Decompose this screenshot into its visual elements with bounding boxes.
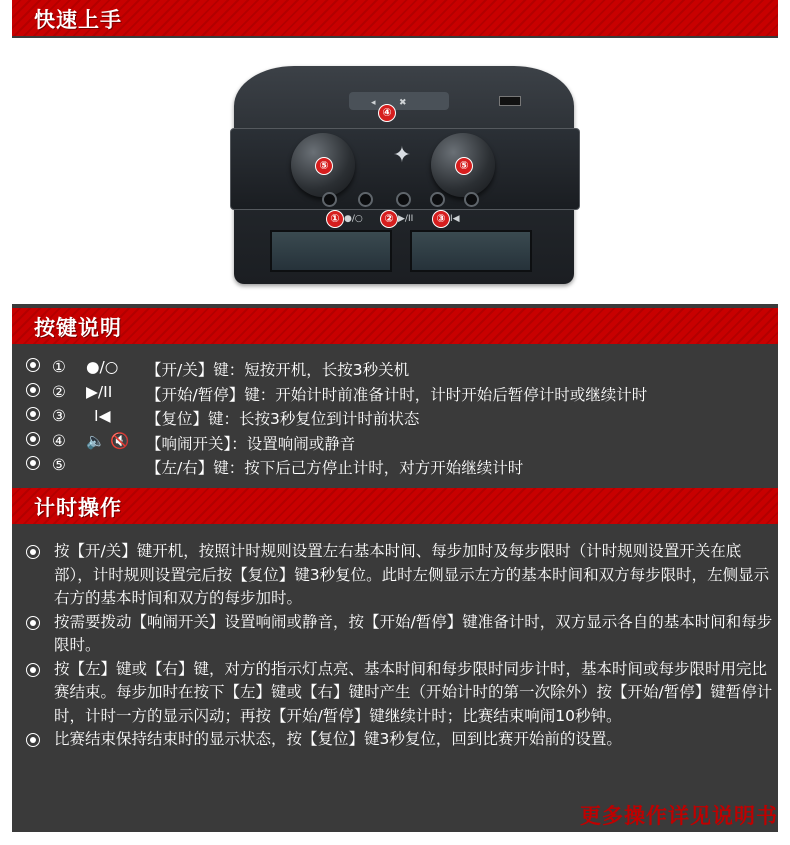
key-number: ② [52, 382, 66, 401]
operation-text: 按【开/关】键开机，按照计时规则设置左右基本时间、每步加时及每步限时（计时规则设置开关在底部），计时规则设置完后按【复位】键3秒复位。此时左侧显示左方的基本时间和双方每步限时，左侧显示右方的基本时间和双方的每步加时。 [54, 542, 770, 607]
indicator-light-right [464, 192, 479, 207]
operation-list [24, 540, 776, 752]
bullet-icon [26, 663, 40, 677]
list-item [24, 658, 776, 729]
mute-icon: ✖ [399, 98, 407, 108]
section-title: 按键说明 [34, 316, 122, 340]
section-title: 快速上手 [34, 8, 122, 32]
key-number: ⑤ [52, 456, 66, 474]
key-number: ① [52, 358, 66, 376]
callout-5-right: ⑤ [455, 157, 473, 175]
key-icon: I◀ [94, 407, 111, 425]
chess-clock-device [234, 66, 574, 284]
product-photo [12, 38, 778, 304]
list-item [24, 540, 776, 611]
eagle-logo-icon: ✦ [392, 143, 412, 168]
reset-button [430, 192, 445, 207]
bullet-icon [26, 545, 40, 559]
bullet-icon [26, 733, 40, 747]
key-text: 【左/右】键：按下后己方停止计时，对方开始继续计时 [146, 459, 524, 477]
start-pause-label: ▶/II [398, 214, 414, 224]
list-item [24, 611, 776, 658]
reset-label: I◀ [450, 214, 460, 224]
bullet-icon [26, 358, 40, 372]
key-number: ③ [52, 407, 66, 425]
callout-5-left: ⑤ [315, 157, 333, 175]
callout-2: ② [380, 210, 398, 228]
key-icon: ●/○ [86, 358, 119, 376]
key-number: ④ [52, 431, 66, 450]
bullet-icon [26, 616, 40, 630]
sound-switch-panel [349, 92, 449, 110]
section-banner-timing-operation [12, 488, 778, 524]
footer-note: 更多操作详见说明书 [580, 804, 778, 828]
bullet-icon [26, 432, 40, 446]
list-item [24, 407, 784, 432]
operation-text: 按需要拨动【响闹开关】设置响闹或静音，按【开始/暂停】键准备计时，双方显示各自的基本时间和每步限时。 [54, 612, 773, 654]
key-text: 【开始/暂停】键：开始计时前准备计时，计时开始后暂停计时或继续计时 [146, 385, 648, 404]
callout-3: ③ [432, 210, 450, 228]
section-banner-key-description [12, 308, 778, 344]
list-item [24, 456, 784, 481]
power-label: ●/○ [344, 214, 363, 224]
bullet-icon [26, 407, 40, 421]
list-item [24, 358, 784, 383]
left-lcd-display [270, 230, 392, 272]
key-text: 【响闹开关】：设置响闹或静音 [146, 434, 356, 453]
list-item [24, 728, 776, 752]
speaker-icon: ◂ [371, 98, 376, 108]
bullet-icon [26, 383, 40, 397]
callout-4: ④ [378, 104, 396, 122]
section-banner-quick-start [12, 0, 778, 36]
key-list [24, 358, 784, 481]
bullet-icon [26, 456, 40, 470]
section-title: 计时操作 [34, 496, 122, 520]
key-text: 【复位】键：长按3秒复位到计时前状态 [146, 410, 420, 428]
operation-text: 比赛结束保持结束时的显示状态，按【复位】键3秒复位，回到比赛开始前的设置。 [54, 730, 622, 748]
key-icon: 🔈 🔇 [86, 431, 130, 450]
key-text: 【开/关】键：短按开机，长按3秒关机 [146, 361, 410, 379]
power-button [358, 192, 373, 207]
list-item [24, 383, 784, 408]
callout-1: ① [326, 210, 344, 228]
indicator-light-left [322, 192, 337, 207]
operation-text: 按【左】键或【右】键，对方的指示灯点亮、基本时间和每步限时同步计时，基本时间或每步限时用完比赛结束。每步加时在按下【左】键或【右】键时产生（开始计时的第一次除外）按【开始/暂停】键暂停计时，计时一方的显示闪动；再按【开始/暂停】键继续计时；比赛结束响闹10秒钟。 [54, 659, 773, 725]
sound-switch [499, 96, 521, 106]
right-lcd-display [410, 230, 532, 272]
list-item [24, 432, 784, 457]
key-icon: ▶/II [86, 382, 113, 401]
start-pause-button [396, 192, 411, 207]
